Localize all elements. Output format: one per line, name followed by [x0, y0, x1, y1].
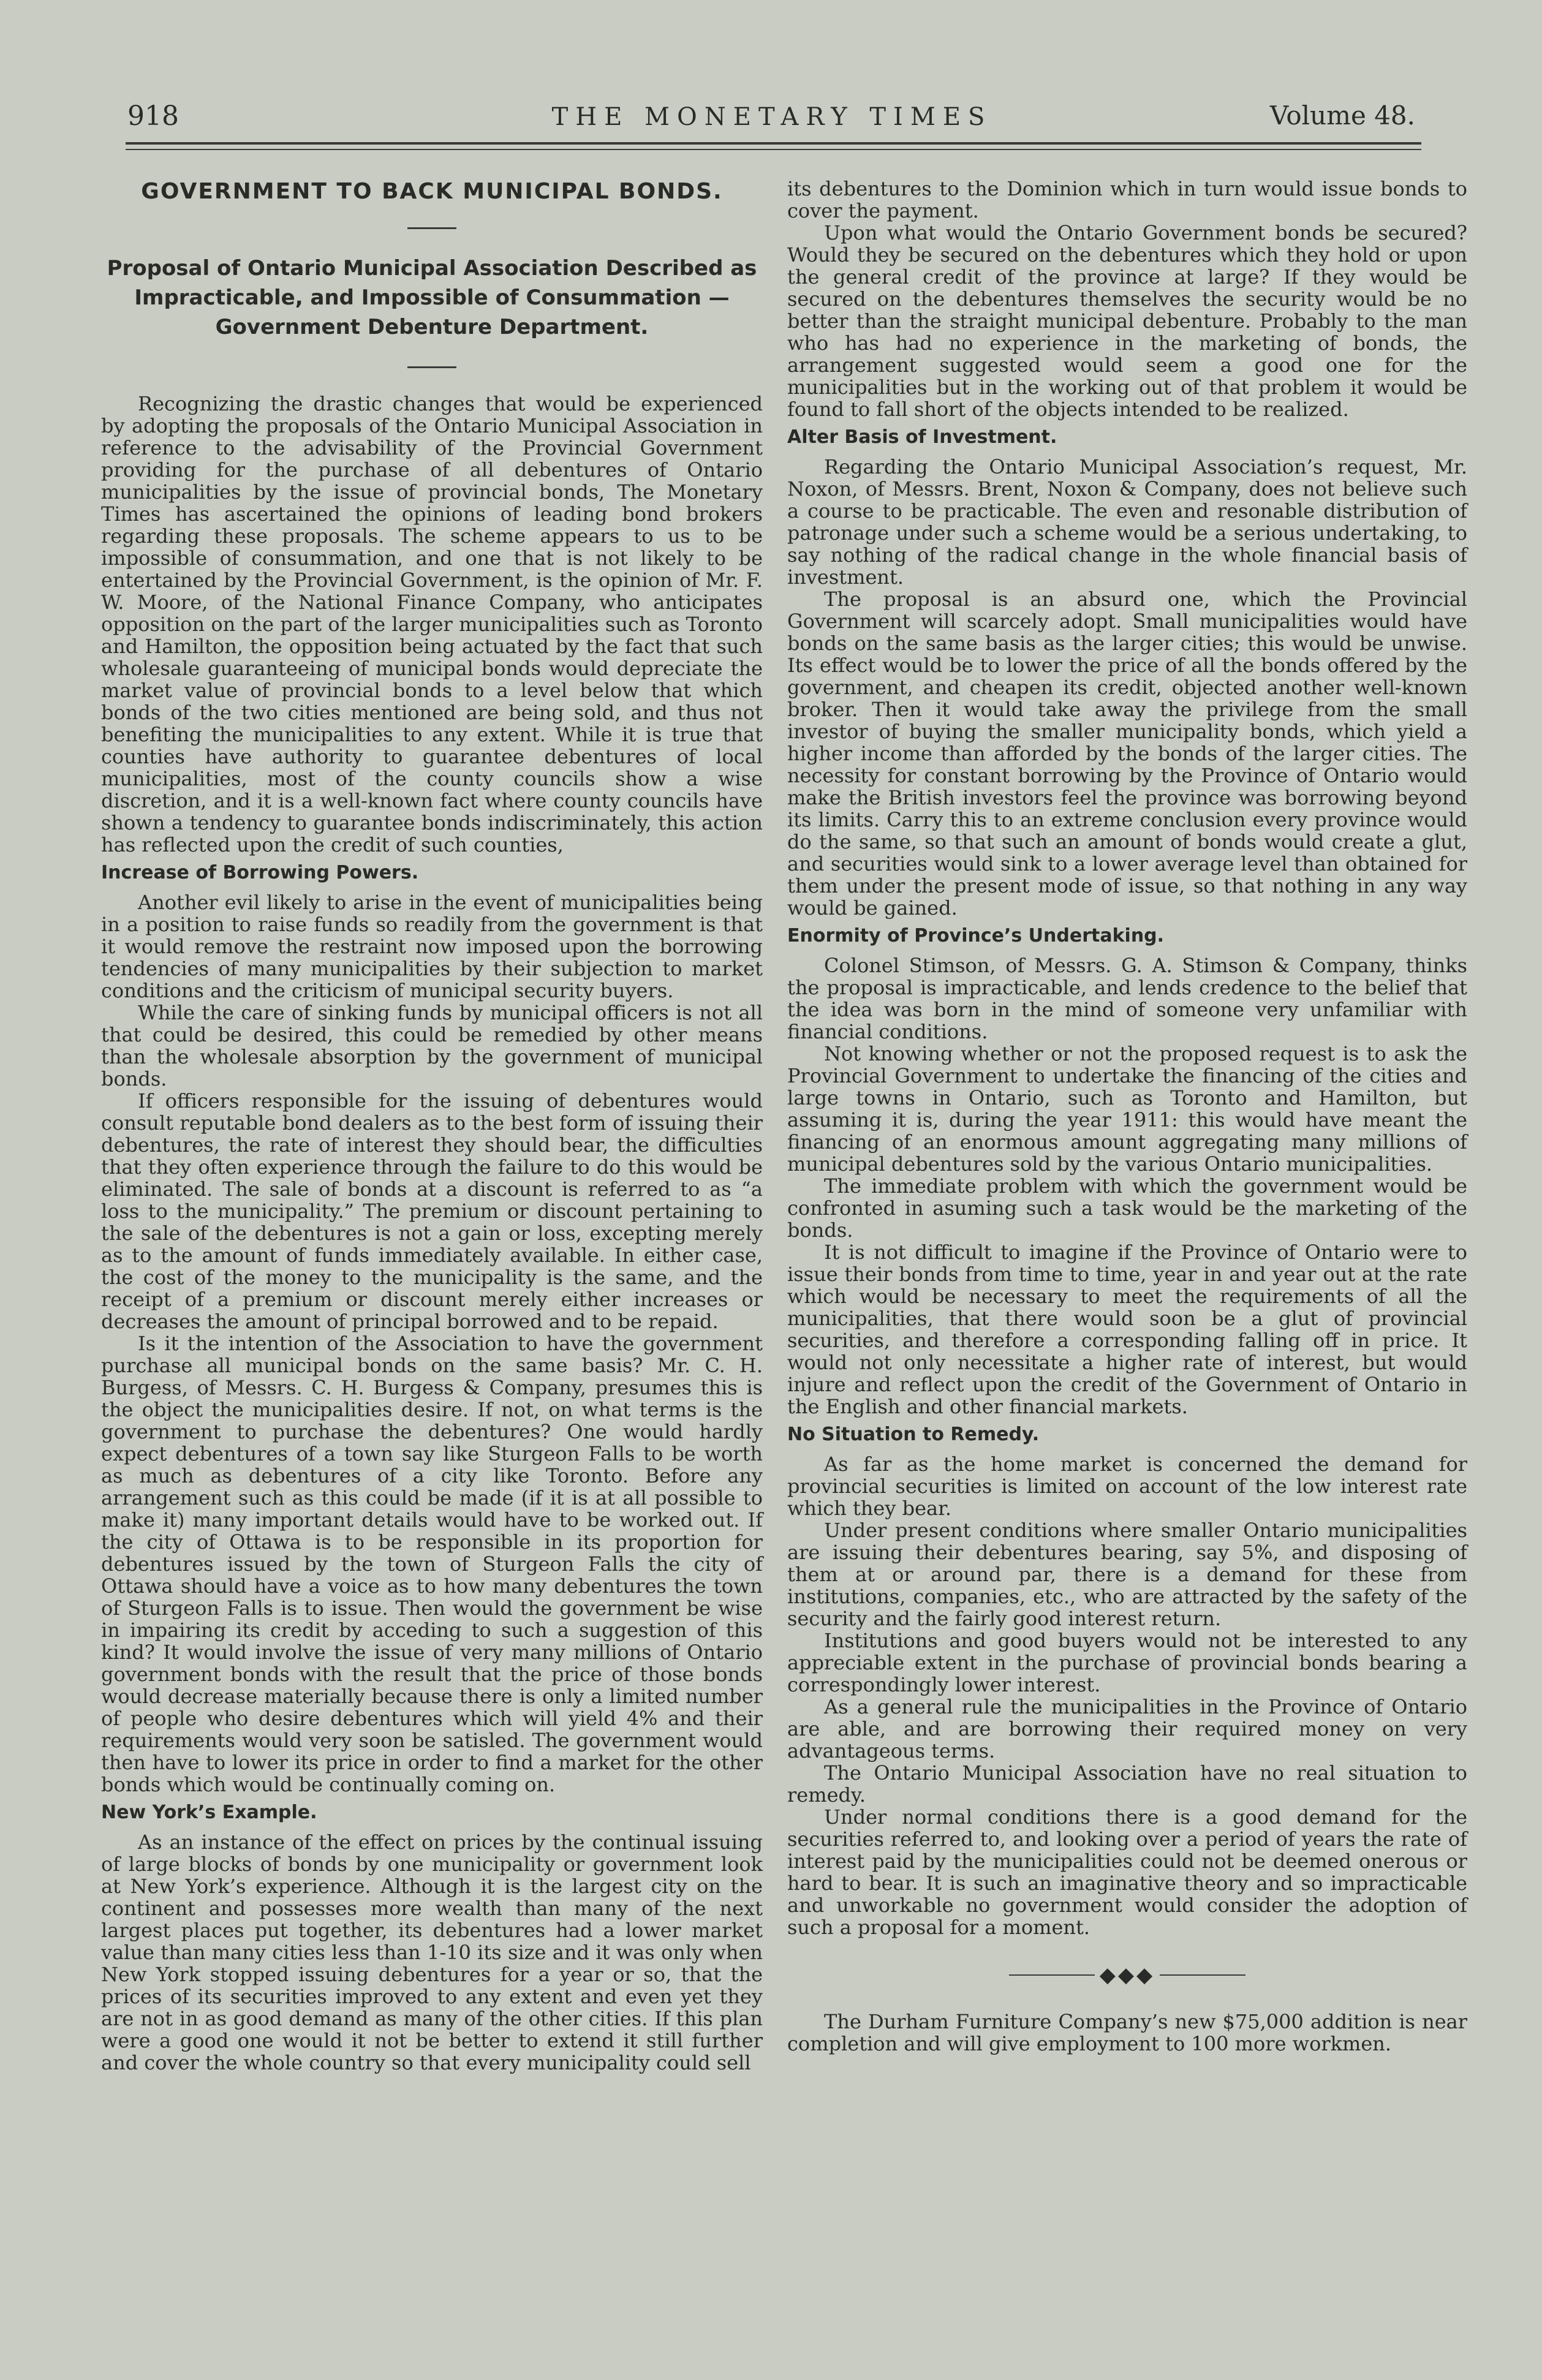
paragraph: Colonel Stimson, of Messrs. G. A. Stimson & Company, thinks the proposal is impracticable, and lends credence to the belief that the idea was born in the mind of someone very unfamiliar with financial conditions.	[787, 954, 1467, 1043]
header-rule-thin	[126, 149, 1421, 150]
paragraph: Institutions and good buyers would not be interested to any appreciable extent in the purchase of provincial bonds bearing a correspondingly lower interest.	[787, 1629, 1467, 1696]
header-rule-thick	[126, 142, 1421, 145]
ornament-line	[1009, 1974, 1095, 1976]
headline-divider	[407, 227, 456, 229]
paragraph: Under present conditions where smaller Ontario municipalities are issuing their debentures bearing, say 5%, and disposing of them at or around par, there is a demand for these from institutions, companies, etc., who are attracted by the safety of the security and the fairly good interest return.	[787, 1519, 1467, 1630]
paragraph: As a general rule the municipalities in the Province of Ontario are able, and are borrowing their required money on very advantageous terms.	[787, 1695, 1467, 1762]
article-subheadline: Proposal of Ontario Municipal Association Described as Impracticable, and Impossible of Consummation —Government Debenture Department.	[107, 256, 757, 339]
volume-label: Volume 48.	[1269, 100, 1415, 130]
section-heading-alter-basis: Alter Basis of Investment.	[787, 426, 1057, 448]
publication-title: THE MONETARY TIMES	[551, 103, 992, 131]
ornament-line	[1160, 1974, 1245, 1976]
continued-paragraph: its debentures to the Dominion which in turn would issue bonds to cover the payment.	[787, 177, 1467, 222]
paragraph: If officers responsible for the issuing of debentures would consult reputable bond dealers as to the best form of issuing their debentures, the rate of interest they should bear, the difficulties that they often experience through the failure to do this would be eliminated. The sale of bonds at a discount is referred to as “a loss to the municipality.” The premium or discount pertaining to the sale of the debentures is not a gain or loss, excepting merely as to the amount of funds immediately available. In either case, the cost of the money to the municipality is the same, and the receipt of a premium or discount merely either increases or decreases the amount of principal borrowed and to be repaid.	[101, 1089, 763, 1333]
subheadline-divider	[407, 366, 456, 368]
intro-paragraph: Recognizing the drastic changes that would be experienced by adopting the proposals of the Ontario Municipal Association in reference to the advisability of the Provincial Government providing for the purchase of all debentures of Ontario municipalities by the issue of provincial bonds, The Monetary Times has ascertained the opinions of leading bond brokers regarding these proposals. The scheme appears to us to be impossible of consummation, and one that is not likely to be entertained by the Provincial Government, is the opinion of Mr. F. W. Moore, of the National Finance Company, who anticipates opposition on the part of the larger municipalities such as Toronto and Hamilton, the opposition being actuated by the fact that such wholesale guaranteeing of municipal bonds would depreciate the market value of provincial bonds to a level below that which bonds of the two cities mentioned are being sold, and thus not benefiting the municipalities to any extent. While it is true that counties have authority to guarantee debentures of local municipalities, most of the county councils show a wise discretion, and it is a well-known fact where county councils have shown a tendency to guarantee bonds indiscriminately, this action has reflected upon the credit of such counties,	[101, 392, 763, 856]
section-heading-no-situation: No Situation to Remedy.	[787, 1424, 1040, 1445]
page-number: 918	[127, 100, 179, 132]
paragraph: As an instance of the effect on prices by the continual issuing of large blocks of bonds by one municipality or government look at New York’s experience. Although it is the largest city on the continent and possesses more wealth than many of the next largest places put together, its debentures had a lower market value than many cities less than 1-10 its size and it was only when New York stopped issuing debentures for a year or so, that the prices of its securities improved to any extent and even yet they are not in as good demand as many of the other cities. If this plan were a good one would it not be better to extend it still further and cover the whole country so that every municipality could sell	[101, 1830, 763, 2074]
paragraph: While the care of sinking funds by municipal officers is not all that could be desired, this could be remedied by other means than the wholesale absorption by the government of municipal bonds.	[101, 1001, 763, 1090]
paragraph: Not knowing whether or not the proposed request is to ask the Provincial Government to undertake the financing of the cities and large towns in Ontario, such as Toronto and Hamilton, but assuming it is, during the year 1911: this would have meant the financing of an enormous amount aggregating many millions of municipal debentures sold by the various Ontario municipalities.	[787, 1042, 1467, 1176]
paragraph: It is not difficult to imagine if the Province of Ontario were to issue their bonds from time to time, year in and year out at the rate which would be necessary to meet the requirements of all the municipalities, that there would soon be a glut of provincial securities, and therefore a corresponding falling off in price. It would not only necessitate a higher rate of interest, but would injure and reflect upon the credit of the Government of Ontario in the English and other financial markets.	[787, 1241, 1467, 1418]
ornament-diamond-icon: ◆◆◆	[1099, 1963, 1155, 1987]
news-note: The Durham Furniture Company’s new $75,000 addition is near completion and will give employment to 100 more workmen.	[787, 2010, 1467, 2055]
paragraph: As far as the home market is concerned the demand for provincial securities is limited on account of the low interest rate which they bear.	[787, 1453, 1467, 1520]
right-column	[787, 178, 1467, 2055]
paragraph: Is it the intention of the Association to have the government purchase all municipal bonds on the same basis? Mr. C. H. Burgess, of Messrs. C. H. Burgess & Company, presumes this is the object the municipalities desire. If not, on what terms is the government to purchase the debentures? One would hardly expect debentures of a town say like Sturgeon Falls to be worth as much as debentures of a city like Toronto. Before any arrangement such as this could be made (if it is at all possible to make it) many important details would have to be worked out. If the city of Ottawa is to be responsible in its proportion for debentures issued by the town of Sturgeon Falls the city of Ottawa should have a voice as to how many debentures the town of Sturgeon Falls is to issue. Then would the government be wise in impairing its credit by acceding to such a suggestion of this kind? It would involve the issue of very many millions of Ontario government bonds with the result that the price of those bonds would decrease materially because there is only a limited number of people who desire debentures which will yield 4% and their requirements would very soon be satisled. The government would then have to lower its price in order to find a market for the other bonds which would be continually coming on.	[101, 1332, 763, 1796]
paragraph: The immediate problem with which the government would be confronted in asuming such a task would be the marketing of the bonds.	[787, 1174, 1467, 1242]
paragraph: The Ontario Municipal Association have no real situation to remedy.	[787, 1761, 1467, 1807]
paragraph: Another evil likely to arise in the event of municipalities being in a position to raise funds so readily from the government is that it would remove the restraint now imposed upon the borrowing tendencies of many municipalities by their subjection to market conditions and the criticism of municipal security buyers.	[101, 891, 763, 1002]
section-heading-borrowing: Increase of Borrowing Powers.	[101, 862, 419, 883]
page-header	[123, 99, 1421, 142]
left-column	[101, 175, 763, 2074]
article-headline: GOVERNMENT TO BACK MUNICIPAL BONDS.	[141, 179, 723, 204]
section-heading-enormity: Enormity of Province’s Undertaking.	[787, 925, 1165, 946]
section-heading-new-york: New York’s Example.	[101, 1802, 317, 1823]
paragraph: The proposal is an absurd one, which the Provincial Government will scarcely adopt. Small municipalities would have bonds on the same basis as the larger cities; this would be unwise. Its effect would be to lower the price of all the bonds offered by the government, and cheapen its credit, objected another well-known broker. Then it would take away the privilege from the small investor of buying the smaller municipality bonds, which yield a higher income than afforded by the bonds of the larger cities. The necessity for constant borrowing by the Province of Ontario would make the British investors feel the province was borrowing beyond its limits. Carry this to an extreme conclusion every province would do the same, so that such an amount of bonds would create a glut, and securities would sink to a lower average level than obtained for them under the present mode of issue, so that nothing in any way would be gained.	[787, 587, 1467, 920]
ornament-divider	[787, 1963, 1467, 1986]
paragraph: Upon what would the Ontario Government bonds be secured? Would they be secured on the debentures which they hold or upon the general credit of the province at large? If they would be secured on the debentures themselves the security would be no better than the straight municipal debenture. Probably to the man who has had no experience in the marketing of bonds, the arrangement suggested would seem a good one for the municipalities but in the working out of that problem it would be found to fall short of the objects intended to be realized.	[787, 221, 1467, 421]
paragraph: Under normal conditions there is a good demand for the securities referred to, and looking over a period of years the rate of interest paid by the municipalities could not be deemed onerous or hard to bear. It is such an imaginative theory and so impracticable and unworkable no government would consider the adoption of such a proposal for a moment.	[787, 1805, 1467, 1939]
paragraph: Regarding the Ontario Municipal Association’s request, Mr. Noxon, of Messrs. Brent, Noxon & Company, does not believe such a course to be practicable. The even and resonable distribution of patronage under such a scheme would be a serious undertaking, to say nothing of the radical change in the whole financial basis of investment.	[787, 455, 1467, 589]
